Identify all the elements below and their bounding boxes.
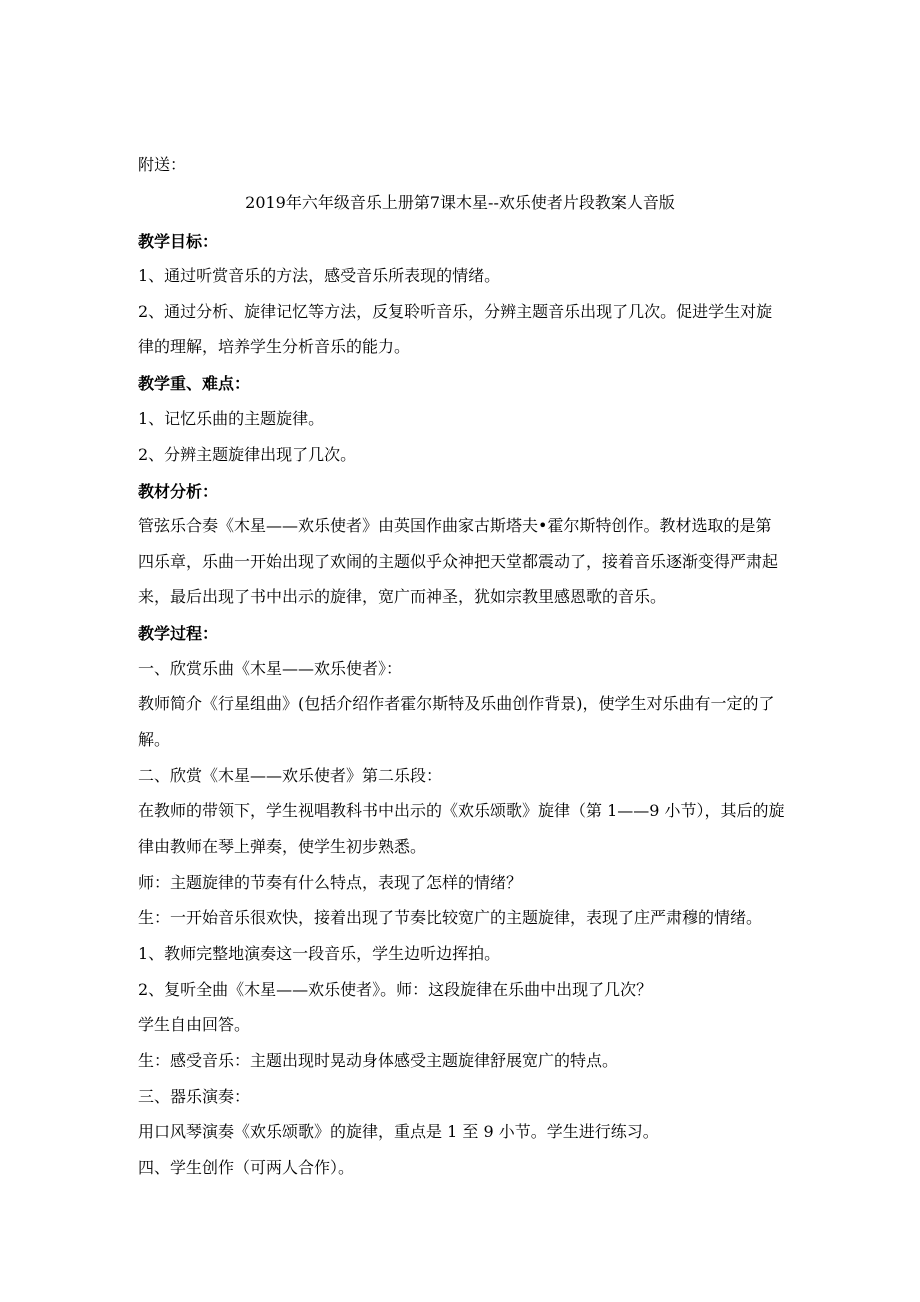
goal-item-1: 1、通过听赏音乐的方法，感受音乐所表现的情绪。 — [138, 266, 501, 285]
student-response: 生：一开始音乐很欢快，接着出现了节奏比较宽广的主题旋律，表现了庄严肃穆的情绪。 — [138, 908, 763, 927]
process-heading: 教学过程： — [138, 624, 219, 643]
process-part-4-title: 四、学生创作（可两人合作）。 — [138, 1158, 355, 1177]
teacher-question: 师：主题旋律的节奏有什么特点，表现了怎样的情绪？ — [138, 873, 523, 892]
student-feeling: 生：感受音乐：主题出现时晃动身体感受主题旋律舒展宽广的特点。 — [138, 1051, 619, 1070]
process-part-1-line-2: 解。 — [138, 730, 171, 749]
process-part-3-line-1: 用口风琴演奏《欢乐颂歌》的旋律，重点是 1 至 9 小节。学生进行练习。 — [138, 1122, 659, 1141]
process-part-3-title: 三、器乐演奏： — [138, 1087, 251, 1106]
key-point-1: 1、记忆乐曲的主题旋律。 — [138, 409, 325, 428]
student-free-answer: 学生自由回答。 — [138, 1015, 251, 1034]
process-part-2-title: 二、欣赏《木星——欢乐使者》第二乐段： — [138, 766, 443, 785]
goal-item-2-line-1: 2、通过分析、旋律记忆等方法，反复聆听音乐，分辨主题音乐出现了几次。促进学生对旋 — [138, 302, 773, 321]
analysis-line-2: 四乐章，乐曲一开始出现了欢闹的主题似乎众神把天堂都震动了，接着音乐逐渐变得严肃起 — [138, 552, 779, 571]
process-part-2-line-2: 律由教师在琴上弹奏，使学生初步熟悉。 — [138, 837, 427, 856]
document-title: 2019年六年级音乐上册第7课木星--欢乐使者片段教案人音版 — [245, 193, 675, 212]
key-point-2: 2、分辨主题旋律出现了几次。 — [138, 445, 357, 464]
process-part-1-title: 一、欣赏乐曲《木星——欢乐使者》： — [138, 659, 403, 678]
appendix-label: 附送： — [138, 155, 187, 174]
process-part-1-line-1: 教师简介《行星组曲》(包括介绍作者霍尔斯特及乐曲创作背景)，使学生对乐曲有一定的了 — [138, 694, 775, 713]
analysis-line-1: 管弦乐合奏《木星——欢乐使者》由英国作曲家古斯塔夫•霍尔斯特创作。教材选取的是第 — [138, 516, 772, 535]
analysis-heading: 教材分析： — [138, 482, 219, 501]
process-part-2-line-1: 在教师的带领下，学生视唱教科书中出示的《欢乐颂歌》旋律（第 1——9 小节），其后的旋 — [138, 801, 785, 820]
process-step-2: 2、复听全曲《木星——欢乐使者》。师：这段旋律在乐曲中出现了几次？ — [138, 980, 653, 999]
process-step-1: 1、教师完整地演奏这一段音乐，学生边听边挥拍。 — [138, 944, 501, 963]
key-points-heading: 教学重、难点： — [138, 374, 251, 393]
goal-item-2-line-2: 律的理解，培养学生分析音乐的能力。 — [138, 337, 411, 356]
analysis-line-3: 来，最后出现了书中出示的旋律，宽广而神圣，犹如宗教里感恩歌的音乐。 — [138, 587, 667, 606]
goals-heading: 教学目标： — [138, 232, 219, 251]
